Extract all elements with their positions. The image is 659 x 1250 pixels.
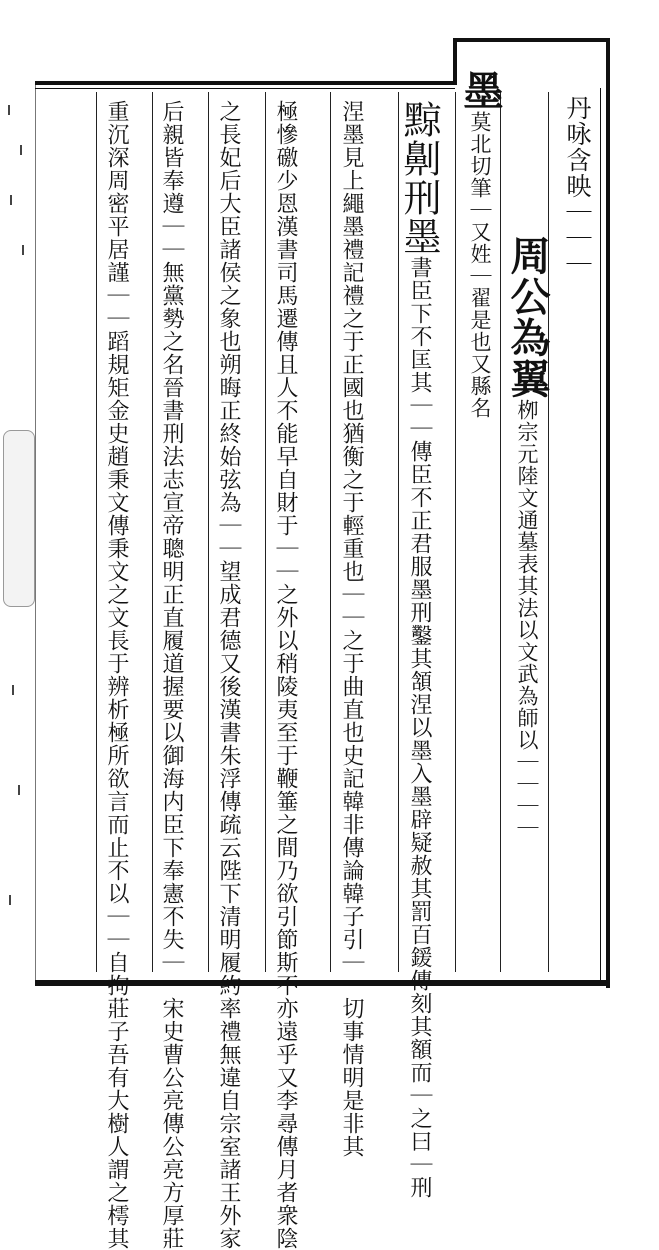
text-column-1 [562,95,592,277]
entry-heading: 周公為翼 [504,235,551,399]
column-rule [208,92,209,972]
entry-heading: 涅墨 [339,100,364,146]
text-column-5 [338,100,365,1158]
column-rule [265,92,266,972]
frame-top-border [35,81,455,85]
text-column-3 [457,70,504,419]
text-column-6 [272,100,299,1250]
edge-thumb-tab [3,430,35,607]
text-column-8 [158,100,185,1250]
frame-left-border [35,85,36,980]
frame-right-border [606,38,610,988]
column-rule [96,92,97,972]
column-text: 后親皆奉遵｜｜無黨勢之名晉書刑法志宣帝聰明正直履道握要以御海内臣下奉憲不失｜｜宋史曹公亮傳公亮方厚莊 [159,100,184,1250]
adjacent-page-edge [0,85,34,980]
column-text: 禮記禮之于正國也猶衡之于輕重也｜｜之于曲直也史記韓非傳論韓子引｜｜切事情明是非其 [339,238,364,1158]
column-text: 之長妃后大臣諸侯之象也朔晦正終始弦為｜｜望成君德又後漢書朱浮傳疏云陛下清明履約率禮無違自宗室諸王外家 [216,100,241,1250]
frame-top-inner-border [35,88,455,89]
entry-heading: 墨 [457,70,504,111]
column-text: 書臣下不匡其｜｜傳臣不正君服墨刑鑿其頷涅以墨入墨辟疑赦其罰百鍰傳刻其額而｜之曰｜刑 [407,256,432,1199]
text-column-2 [504,235,551,839]
cross-reference: 見上 [339,146,364,192]
column-rule [330,92,331,972]
column-rule [548,92,549,972]
column-text: 莫北切筆｜又姓｜翟是也又縣名 [468,111,492,419]
column-rule [455,92,456,972]
column-rule [500,92,501,972]
column-rule [152,92,153,972]
column-text: 重沉深周密平居謹｜｜蹈規矩金史趙秉文傳秉文之文長于辨析極所欲言而止不以｜｜自拘莊子吾有大樹人謂之樗其 [104,100,129,1250]
text-column-9 [103,100,130,1250]
text-column-7 [215,100,242,1250]
entry-heading: 繩墨 [339,192,364,238]
text-column-4 [397,100,441,1199]
entry-heading: 黥劓刑墨 [397,100,441,256]
frame-right-inner-border [600,88,601,983]
column-text: 栁宗元陸文通墓表其法以文武為師以｜｜｜｜ [515,399,539,839]
column-text: 丹咏含映｜｜｜ [563,95,592,277]
column-text: 極慘礉少恩漢書司馬遷傳且人不能早自財于｜｜之外以稍陵夷至于鞭箠之間乃欲引節斯不亦遠乎又李尋傳月者衆陰 [273,100,298,1250]
